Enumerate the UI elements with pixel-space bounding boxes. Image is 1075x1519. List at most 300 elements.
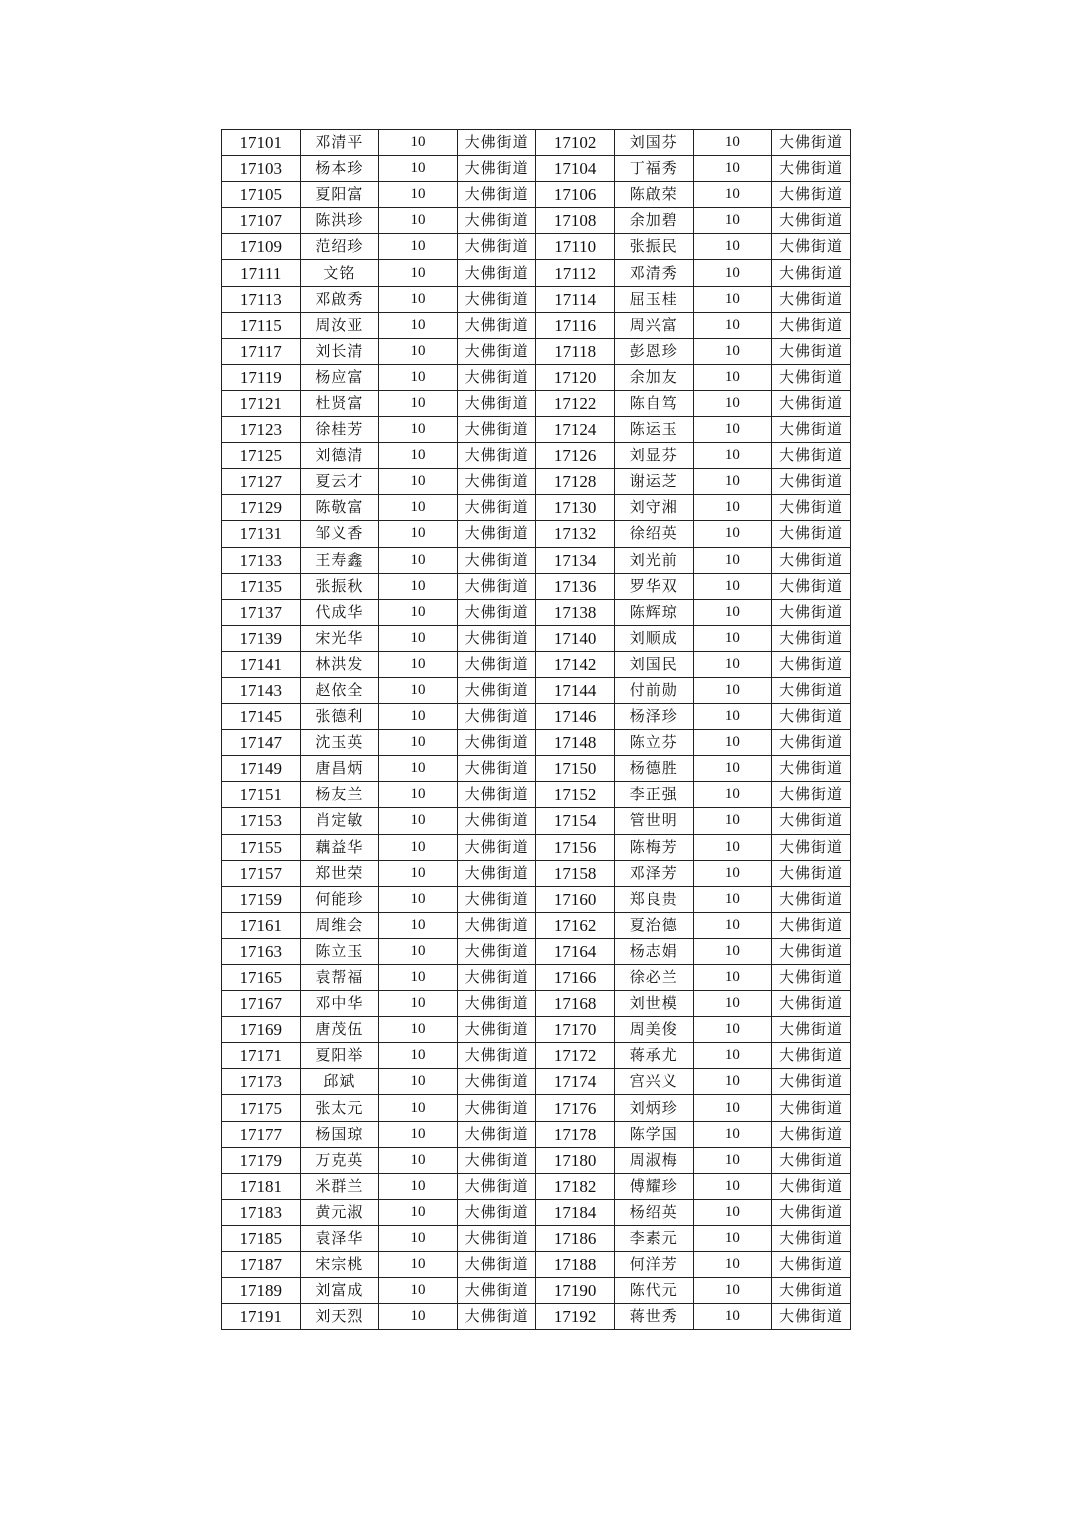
amount-cell: 10 <box>379 417 458 443</box>
record-number-cell: 17161 <box>222 912 301 938</box>
amount-cell: 10 <box>693 599 772 625</box>
table-row <box>222 1121 851 1147</box>
street-name-cell: 大佛街道 <box>457 860 536 886</box>
person-name-cell: 陈自笃 <box>614 390 693 416</box>
amount-cell: 10 <box>379 860 458 886</box>
person-name-cell: 刘顺成 <box>614 625 693 651</box>
amount-cell: 10 <box>693 312 772 338</box>
record-number-cell: 17115 <box>222 312 301 338</box>
person-name-cell: 谢运芝 <box>614 469 693 495</box>
street-name-cell: 大佛街道 <box>772 756 851 782</box>
record-number-cell: 17147 <box>222 730 301 756</box>
amount-cell: 10 <box>693 938 772 964</box>
street-name-cell: 大佛街道 <box>457 1199 536 1225</box>
amount-cell: 10 <box>693 834 772 860</box>
street-name-cell: 大佛街道 <box>457 808 536 834</box>
street-name-cell: 大佛街道 <box>772 808 851 834</box>
amount-cell: 10 <box>379 1147 458 1173</box>
record-number-cell: 17177 <box>222 1121 301 1147</box>
street-name-cell: 大佛街道 <box>772 338 851 364</box>
amount-cell: 10 <box>693 1017 772 1043</box>
record-number-cell: 17154 <box>536 808 615 834</box>
street-name-cell: 大佛街道 <box>457 625 536 651</box>
person-name-cell: 夏阳富 <box>300 182 379 208</box>
person-name-cell: 傅耀珍 <box>614 1173 693 1199</box>
person-name-cell: 邓清平 <box>300 130 379 156</box>
amount-cell: 10 <box>379 1173 458 1199</box>
person-name-cell: 袁帮福 <box>300 965 379 991</box>
amount-cell: 10 <box>379 364 458 390</box>
person-name-cell: 王寿鑫 <box>300 547 379 573</box>
person-name-cell: 陈代元 <box>614 1278 693 1304</box>
person-name-cell: 彭恩珍 <box>614 338 693 364</box>
street-name-cell: 大佛街道 <box>457 730 536 756</box>
street-name-cell: 大佛街道 <box>772 1304 851 1330</box>
amount-cell: 10 <box>379 834 458 860</box>
street-name-cell: 大佛街道 <box>772 599 851 625</box>
person-name-cell: 付前勋 <box>614 677 693 703</box>
amount-cell: 10 <box>693 1278 772 1304</box>
street-name-cell: 大佛街道 <box>772 625 851 651</box>
record-number-cell: 17117 <box>222 338 301 364</box>
person-name-cell: 邓啟秀 <box>300 286 379 312</box>
amount-cell: 10 <box>693 756 772 782</box>
record-number-cell: 17105 <box>222 182 301 208</box>
amount-cell: 10 <box>693 1095 772 1121</box>
table-row <box>222 1017 851 1043</box>
street-name-cell: 大佛街道 <box>457 234 536 260</box>
amount-cell: 10 <box>693 730 772 756</box>
street-name-cell: 大佛街道 <box>457 182 536 208</box>
street-name-cell: 大佛街道 <box>772 1121 851 1147</box>
street-name-cell: 大佛街道 <box>772 965 851 991</box>
amount-cell: 10 <box>693 625 772 651</box>
record-number-cell: 17178 <box>536 1121 615 1147</box>
street-name-cell: 大佛街道 <box>772 521 851 547</box>
record-number-cell: 17146 <box>536 704 615 730</box>
record-number-cell: 17140 <box>536 625 615 651</box>
record-number-cell: 17143 <box>222 677 301 703</box>
amount-cell: 10 <box>693 1069 772 1095</box>
street-name-cell: 大佛街道 <box>457 364 536 390</box>
record-number-cell: 17157 <box>222 860 301 886</box>
amount-cell: 10 <box>379 573 458 599</box>
record-number-cell: 17106 <box>536 182 615 208</box>
person-name-cell: 郑良贵 <box>614 886 693 912</box>
record-number-cell: 17107 <box>222 208 301 234</box>
person-name-cell: 管世明 <box>614 808 693 834</box>
person-name-cell: 陈立芬 <box>614 730 693 756</box>
amount-cell: 10 <box>693 1043 772 1069</box>
record-number-cell: 17164 <box>536 938 615 964</box>
amount-cell: 10 <box>693 886 772 912</box>
person-name-cell: 唐昌炳 <box>300 756 379 782</box>
record-number-cell: 17121 <box>222 390 301 416</box>
record-number-cell: 17119 <box>222 364 301 390</box>
person-name-cell: 黄元淑 <box>300 1199 379 1225</box>
record-number-cell: 17191 <box>222 1304 301 1330</box>
amount-cell: 10 <box>693 573 772 599</box>
amount-cell: 10 <box>693 677 772 703</box>
amount-cell: 10 <box>379 1278 458 1304</box>
street-name-cell: 大佛街道 <box>457 1043 536 1069</box>
amount-cell: 10 <box>379 1017 458 1043</box>
amount-cell: 10 <box>379 338 458 364</box>
amount-cell: 10 <box>379 286 458 312</box>
table-row <box>222 286 851 312</box>
amount-cell: 10 <box>379 886 458 912</box>
person-name-cell: 周美俊 <box>614 1017 693 1043</box>
table-row <box>222 182 851 208</box>
table-row <box>222 1199 851 1225</box>
street-name-cell: 大佛街道 <box>772 1095 851 1121</box>
street-name-cell: 大佛街道 <box>457 1017 536 1043</box>
amount-cell: 10 <box>379 469 458 495</box>
street-name-cell: 大佛街道 <box>772 443 851 469</box>
person-name-cell: 陈梅芳 <box>614 834 693 860</box>
record-number-cell: 17133 <box>222 547 301 573</box>
record-number-cell: 17189 <box>222 1278 301 1304</box>
person-name-cell: 何洋芳 <box>614 1252 693 1278</box>
record-number-cell: 17118 <box>536 338 615 364</box>
amount-cell: 10 <box>379 182 458 208</box>
table-row <box>222 912 851 938</box>
street-name-cell: 大佛街道 <box>457 886 536 912</box>
person-name-cell: 杨绍英 <box>614 1199 693 1225</box>
street-name-cell: 大佛街道 <box>457 1069 536 1095</box>
table-row <box>222 521 851 547</box>
person-name-cell: 余加碧 <box>614 208 693 234</box>
record-number-cell: 17131 <box>222 521 301 547</box>
street-name-cell: 大佛街道 <box>457 338 536 364</box>
street-name-cell: 大佛街道 <box>772 364 851 390</box>
record-number-cell: 17180 <box>536 1147 615 1173</box>
street-name-cell: 大佛街道 <box>457 1173 536 1199</box>
record-number-cell: 17153 <box>222 808 301 834</box>
amount-cell: 10 <box>693 495 772 521</box>
person-name-cell: 夏阳举 <box>300 1043 379 1069</box>
street-name-cell: 大佛街道 <box>457 1121 536 1147</box>
street-name-cell: 大佛街道 <box>457 521 536 547</box>
table-row <box>222 808 851 834</box>
table-row <box>222 417 851 443</box>
record-number-cell: 17169 <box>222 1017 301 1043</box>
person-name-cell: 杜贤富 <box>300 390 379 416</box>
street-name-cell: 大佛街道 <box>772 834 851 860</box>
person-name-cell: 米群兰 <box>300 1173 379 1199</box>
table-row <box>222 495 851 521</box>
table-row <box>222 625 851 651</box>
table-row <box>222 208 851 234</box>
table-row <box>222 312 851 338</box>
street-name-cell: 大佛街道 <box>772 1225 851 1251</box>
person-name-cell: 唐茂伍 <box>300 1017 379 1043</box>
record-number-cell: 17104 <box>536 156 615 182</box>
record-number-cell: 17183 <box>222 1199 301 1225</box>
amount-cell: 10 <box>379 1069 458 1095</box>
street-name-cell: 大佛街道 <box>772 234 851 260</box>
person-name-cell: 郑世荣 <box>300 860 379 886</box>
person-name-cell: 林洪发 <box>300 651 379 677</box>
person-name-cell: 丁福秀 <box>614 156 693 182</box>
amount-cell: 10 <box>693 338 772 364</box>
record-number-cell: 17168 <box>536 991 615 1017</box>
person-name-cell: 刘天烈 <box>300 1304 379 1330</box>
street-name-cell: 大佛街道 <box>772 991 851 1017</box>
street-name-cell: 大佛街道 <box>457 156 536 182</box>
table-row <box>222 573 851 599</box>
person-name-cell: 陈辉琼 <box>614 599 693 625</box>
street-name-cell: 大佛街道 <box>772 1017 851 1043</box>
person-name-cell: 蒋世秀 <box>614 1304 693 1330</box>
person-name-cell: 宋光华 <box>300 625 379 651</box>
table-row <box>222 860 851 886</box>
amount-cell: 10 <box>693 782 772 808</box>
street-name-cell: 大佛街道 <box>772 651 851 677</box>
person-name-cell: 张振民 <box>614 234 693 260</box>
person-name-cell: 刘德清 <box>300 443 379 469</box>
street-name-cell: 大佛街道 <box>457 573 536 599</box>
record-number-cell: 17152 <box>536 782 615 808</box>
amount-cell: 10 <box>379 234 458 260</box>
record-number-cell: 17185 <box>222 1225 301 1251</box>
street-name-cell: 大佛街道 <box>772 1173 851 1199</box>
street-name-cell: 大佛街道 <box>457 1252 536 1278</box>
record-number-cell: 17156 <box>536 834 615 860</box>
person-name-cell: 袁泽华 <box>300 1225 379 1251</box>
person-name-cell: 刘守湘 <box>614 495 693 521</box>
street-name-cell: 大佛街道 <box>457 390 536 416</box>
record-number-cell: 17187 <box>222 1252 301 1278</box>
amount-cell: 10 <box>693 182 772 208</box>
street-name-cell: 大佛街道 <box>457 469 536 495</box>
amount-cell: 10 <box>379 130 458 156</box>
street-name-cell: 大佛街道 <box>772 469 851 495</box>
street-name-cell: 大佛街道 <box>457 260 536 286</box>
person-name-cell: 刘炳珍 <box>614 1095 693 1121</box>
record-number-cell: 17162 <box>536 912 615 938</box>
roster-table <box>221 129 851 1330</box>
amount-cell: 10 <box>379 521 458 547</box>
record-number-cell: 17138 <box>536 599 615 625</box>
amount-cell: 10 <box>379 625 458 651</box>
person-name-cell: 刘长清 <box>300 338 379 364</box>
record-number-cell: 17113 <box>222 286 301 312</box>
amount-cell: 10 <box>693 1147 772 1173</box>
amount-cell: 10 <box>379 390 458 416</box>
table-row <box>222 260 851 286</box>
amount-cell: 10 <box>693 1252 772 1278</box>
street-name-cell: 大佛街道 <box>457 756 536 782</box>
person-name-cell: 徐绍英 <box>614 521 693 547</box>
person-name-cell: 刘光前 <box>614 547 693 573</box>
person-name-cell: 李素元 <box>614 1225 693 1251</box>
person-name-cell: 陈运玉 <box>614 417 693 443</box>
amount-cell: 10 <box>379 704 458 730</box>
amount-cell: 10 <box>693 547 772 573</box>
amount-cell: 10 <box>379 312 458 338</box>
street-name-cell: 大佛街道 <box>772 547 851 573</box>
person-name-cell: 邓泽芳 <box>614 860 693 886</box>
record-number-cell: 17125 <box>222 443 301 469</box>
record-number-cell: 17172 <box>536 1043 615 1069</box>
street-name-cell: 大佛街道 <box>772 860 851 886</box>
street-name-cell: 大佛街道 <box>457 1147 536 1173</box>
amount-cell: 10 <box>379 156 458 182</box>
amount-cell: 10 <box>693 390 772 416</box>
record-number-cell: 17103 <box>222 156 301 182</box>
amount-cell: 10 <box>379 599 458 625</box>
street-name-cell: 大佛街道 <box>772 312 851 338</box>
street-name-cell: 大佛街道 <box>457 286 536 312</box>
record-number-cell: 17171 <box>222 1043 301 1069</box>
person-name-cell: 杨友兰 <box>300 782 379 808</box>
street-name-cell: 大佛街道 <box>457 547 536 573</box>
street-name-cell: 大佛街道 <box>457 1225 536 1251</box>
person-name-cell: 周兴富 <box>614 312 693 338</box>
record-number-cell: 17184 <box>536 1199 615 1225</box>
amount-cell: 10 <box>693 704 772 730</box>
person-name-cell: 蒋承尤 <box>614 1043 693 1069</box>
record-number-cell: 17145 <box>222 704 301 730</box>
table-row <box>222 1225 851 1251</box>
person-name-cell: 万克英 <box>300 1147 379 1173</box>
person-name-cell: 杨本珍 <box>300 156 379 182</box>
person-name-cell: 李正强 <box>614 782 693 808</box>
table-row <box>222 547 851 573</box>
amount-cell: 10 <box>379 677 458 703</box>
amount-cell: 10 <box>693 965 772 991</box>
street-name-cell: 大佛街道 <box>772 1199 851 1225</box>
record-number-cell: 17124 <box>536 417 615 443</box>
record-number-cell: 17148 <box>536 730 615 756</box>
record-number-cell: 17163 <box>222 938 301 964</box>
person-name-cell: 陈洪珍 <box>300 208 379 234</box>
table-row <box>222 1252 851 1278</box>
street-name-cell: 大佛街道 <box>772 260 851 286</box>
street-name-cell: 大佛街道 <box>457 965 536 991</box>
table-row <box>222 1069 851 1095</box>
record-number-cell: 17174 <box>536 1069 615 1095</box>
person-name-cell: 宋宗桃 <box>300 1252 379 1278</box>
record-number-cell: 17170 <box>536 1017 615 1043</box>
amount-cell: 10 <box>379 495 458 521</box>
record-number-cell: 17166 <box>536 965 615 991</box>
amount-cell: 10 <box>379 808 458 834</box>
person-name-cell: 夏治德 <box>614 912 693 938</box>
record-number-cell: 17112 <box>536 260 615 286</box>
record-number-cell: 17134 <box>536 547 615 573</box>
person-name-cell: 罗华双 <box>614 573 693 599</box>
amount-cell: 10 <box>693 860 772 886</box>
person-name-cell: 代成华 <box>300 599 379 625</box>
table-row <box>222 782 851 808</box>
record-number-cell: 17158 <box>536 860 615 886</box>
amount-cell: 10 <box>379 1095 458 1121</box>
person-name-cell: 刘国民 <box>614 651 693 677</box>
table-row <box>222 234 851 260</box>
person-name-cell: 刘富成 <box>300 1278 379 1304</box>
person-name-cell: 周淑梅 <box>614 1147 693 1173</box>
person-name-cell: 张太元 <box>300 1095 379 1121</box>
record-number-cell: 17122 <box>536 390 615 416</box>
street-name-cell: 大佛街道 <box>772 1043 851 1069</box>
person-name-cell: 徐桂芳 <box>300 417 379 443</box>
person-name-cell: 何能珍 <box>300 886 379 912</box>
record-number-cell: 17186 <box>536 1225 615 1251</box>
street-name-cell: 大佛街道 <box>457 782 536 808</box>
person-name-cell: 刘国芬 <box>614 130 693 156</box>
person-name-cell: 邓清秀 <box>614 260 693 286</box>
table-row <box>222 1304 851 1330</box>
record-number-cell: 17151 <box>222 782 301 808</box>
amount-cell: 10 <box>379 1225 458 1251</box>
person-name-cell: 邹义香 <box>300 521 379 547</box>
amount-cell: 10 <box>379 651 458 677</box>
street-name-cell: 大佛街道 <box>772 182 851 208</box>
record-number-cell: 17182 <box>536 1173 615 1199</box>
table-row <box>222 1095 851 1121</box>
person-name-cell: 邱斌 <box>300 1069 379 1095</box>
record-number-cell: 17160 <box>536 886 615 912</box>
amount-cell: 10 <box>379 443 458 469</box>
record-number-cell: 17165 <box>222 965 301 991</box>
table-row <box>222 886 851 912</box>
amount-cell: 10 <box>693 1225 772 1251</box>
person-name-cell: 陈立玉 <box>300 938 379 964</box>
person-name-cell: 刘显芬 <box>614 443 693 469</box>
person-name-cell: 刘世模 <box>614 991 693 1017</box>
person-name-cell: 周维会 <box>300 912 379 938</box>
record-number-cell: 17190 <box>536 1278 615 1304</box>
street-name-cell: 大佛街道 <box>457 1278 536 1304</box>
record-number-cell: 17109 <box>222 234 301 260</box>
street-name-cell: 大佛街道 <box>772 495 851 521</box>
person-name-cell: 藕益华 <box>300 834 379 860</box>
table-row <box>222 130 851 156</box>
person-name-cell: 徐必兰 <box>614 965 693 991</box>
street-name-cell: 大佛街道 <box>772 1147 851 1173</box>
record-number-cell: 17116 <box>536 312 615 338</box>
table-row <box>222 469 851 495</box>
person-name-cell: 陈啟荣 <box>614 182 693 208</box>
street-name-cell: 大佛街道 <box>772 1069 851 1095</box>
person-name-cell: 余加友 <box>614 364 693 390</box>
person-name-cell: 肖定敏 <box>300 808 379 834</box>
street-name-cell: 大佛街道 <box>457 443 536 469</box>
record-number-cell: 17167 <box>222 991 301 1017</box>
street-name-cell: 大佛街道 <box>772 677 851 703</box>
record-number-cell: 17144 <box>536 677 615 703</box>
street-name-cell: 大佛街道 <box>772 704 851 730</box>
record-number-cell: 17132 <box>536 521 615 547</box>
record-number-cell: 17127 <box>222 469 301 495</box>
street-name-cell: 大佛街道 <box>772 1278 851 1304</box>
street-name-cell: 大佛街道 <box>772 573 851 599</box>
person-name-cell: 陈学国 <box>614 1121 693 1147</box>
record-number-cell: 17192 <box>536 1304 615 1330</box>
record-number-cell: 17181 <box>222 1173 301 1199</box>
amount-cell: 10 <box>379 547 458 573</box>
table-row <box>222 1043 851 1069</box>
street-name-cell: 大佛街道 <box>457 991 536 1017</box>
record-number-cell: 17111 <box>222 260 301 286</box>
amount-cell: 10 <box>379 260 458 286</box>
record-number-cell: 17128 <box>536 469 615 495</box>
amount-cell: 10 <box>693 156 772 182</box>
amount-cell: 10 <box>379 912 458 938</box>
record-number-cell: 17137 <box>222 599 301 625</box>
